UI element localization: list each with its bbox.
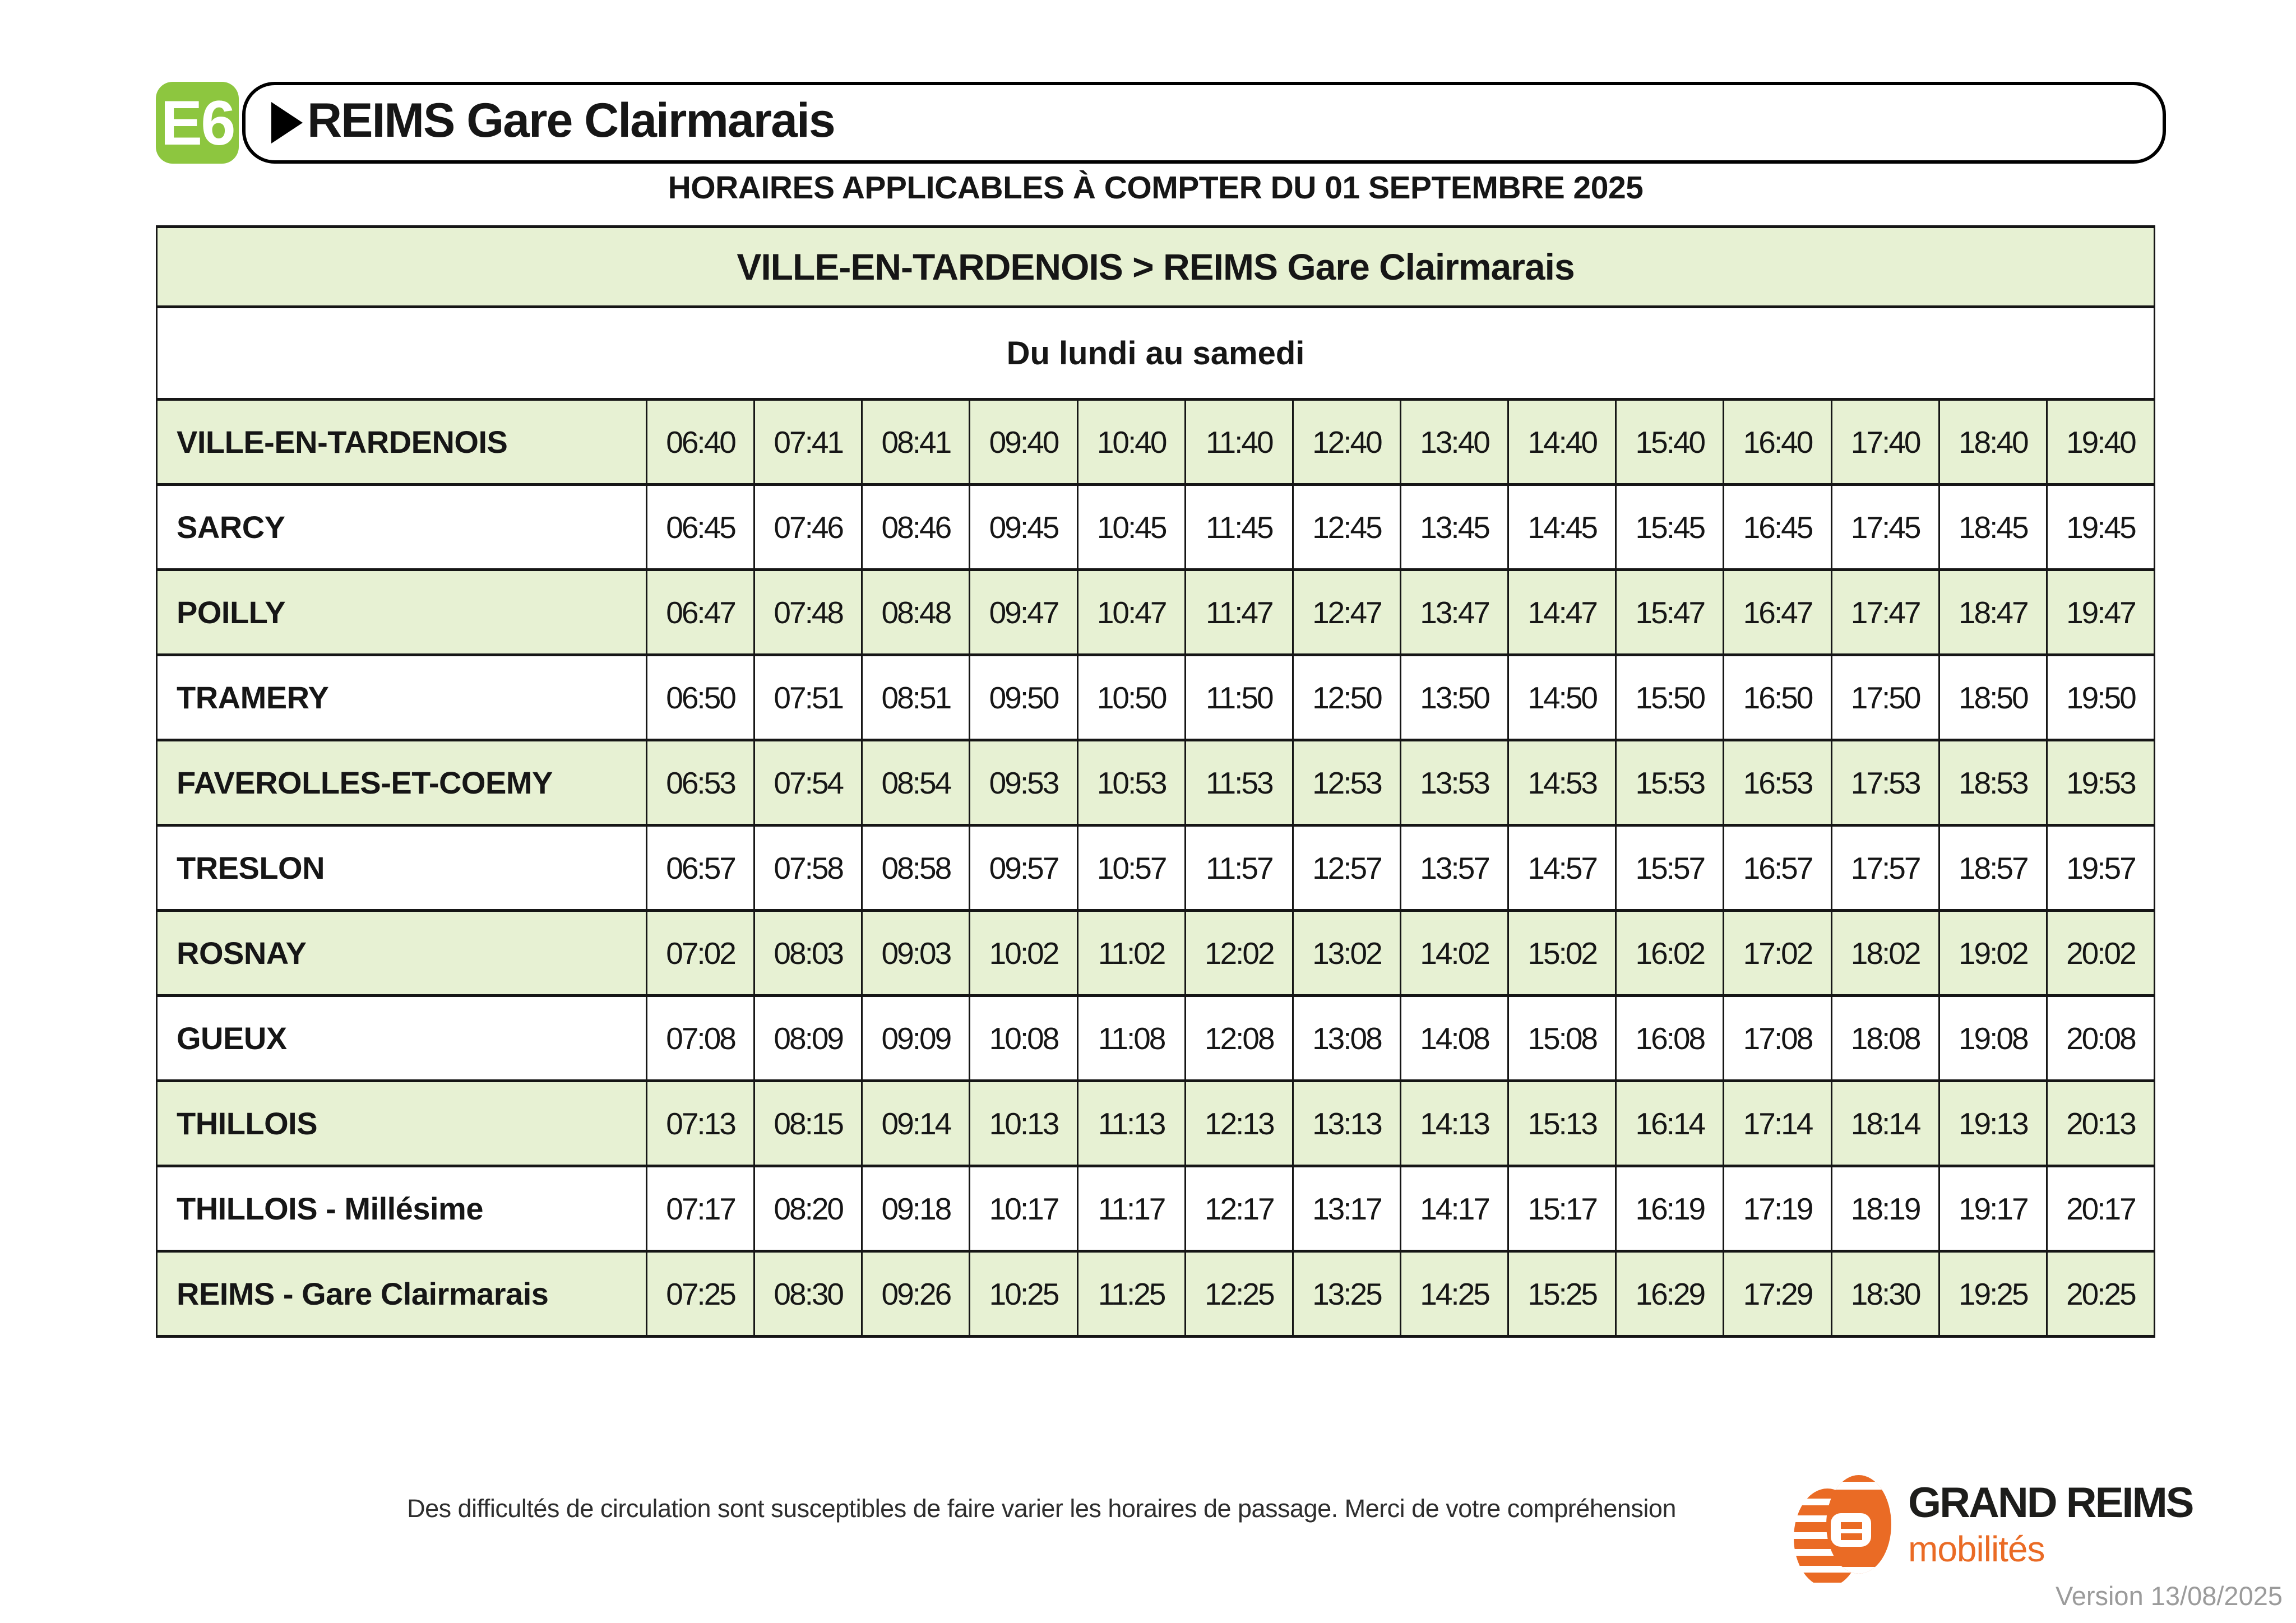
table-row — [157, 1081, 2155, 1166]
time-cell: 07:51 — [754, 655, 862, 740]
time-cell: 11:25 — [1077, 1251, 1185, 1337]
time-cell: 12:13 — [1185, 1081, 1293, 1166]
time-cell: 16:29 — [1616, 1251, 1724, 1337]
time-cell: 16:45 — [1724, 485, 1831, 570]
time-cell: 11:50 — [1185, 655, 1293, 740]
time-cell: 13:13 — [1293, 1081, 1400, 1166]
time-cell: 10:57 — [1077, 826, 1185, 911]
time-cell: 11:08 — [1077, 996, 1185, 1081]
time-cell: 10:08 — [970, 996, 1077, 1081]
stop-name: ROSNAY — [157, 911, 647, 996]
time-cell: 20:13 — [2047, 1081, 2154, 1166]
time-cell: 10:17 — [970, 1166, 1077, 1251]
play-arrow-icon — [271, 102, 303, 143]
time-cell: 06:50 — [647, 655, 754, 740]
time-cell: 19:45 — [2047, 485, 2154, 570]
time-cell: 19:13 — [1939, 1081, 2047, 1166]
route-title-pill — [242, 82, 2166, 164]
time-cell: 10:50 — [1077, 655, 1185, 740]
time-cell: 13:08 — [1293, 996, 1400, 1081]
time-cell: 13:45 — [1400, 485, 1508, 570]
time-cell: 06:45 — [647, 485, 754, 570]
time-cell: 12:25 — [1185, 1251, 1293, 1337]
time-cell: 18:45 — [1939, 485, 2047, 570]
time-cell: 18:57 — [1939, 826, 2047, 911]
grand-reims-logo-icon — [1793, 1472, 1894, 1590]
time-cell: 17:02 — [1724, 911, 1831, 996]
time-cell: 10:25 — [970, 1251, 1077, 1337]
time-cell: 15:50 — [1616, 655, 1724, 740]
time-cell: 14:25 — [1400, 1251, 1508, 1337]
time-cell: 09:26 — [862, 1251, 970, 1337]
time-cell: 08:54 — [862, 740, 970, 826]
time-cell: 11:02 — [1077, 911, 1185, 996]
time-cell: 12:45 — [1293, 485, 1400, 570]
time-cell: 15:57 — [1616, 826, 1724, 911]
time-cell: 10:53 — [1077, 740, 1185, 826]
time-cell: 17:08 — [1724, 996, 1831, 1081]
time-cell: 16:19 — [1616, 1166, 1724, 1251]
time-cell: 18:19 — [1831, 1166, 1939, 1251]
stop-name: SARCY — [157, 485, 647, 570]
line-badge: E6 — [156, 82, 239, 164]
time-cell: 08:15 — [754, 1081, 862, 1166]
time-cell: 13:53 — [1400, 740, 1508, 826]
time-cell: 11:40 — [1185, 400, 1293, 485]
stop-name: TRESLON — [157, 826, 647, 911]
time-cell: 07:54 — [754, 740, 862, 826]
table-row — [157, 1166, 2155, 1251]
time-cell: 09:03 — [862, 911, 970, 996]
time-cell: 17:47 — [1831, 570, 1939, 655]
time-cell: 11:53 — [1185, 740, 1293, 826]
table-row — [157, 1251, 2155, 1337]
time-cell: 07:46 — [754, 485, 862, 570]
time-cell: 14:02 — [1400, 911, 1508, 996]
time-cell: 17:50 — [1831, 655, 1939, 740]
direction-header: VILLE-EN-TARDENOIS > REIMS Gare Clairmarais — [157, 227, 2155, 307]
stop-name: GUEUX — [157, 996, 647, 1081]
time-cell: 20:25 — [2047, 1251, 2154, 1337]
stop-name: THILLOIS - Millésime — [157, 1166, 647, 1251]
time-cell: 08:51 — [862, 655, 970, 740]
time-cell: 09:53 — [970, 740, 1077, 826]
time-cell: 14:47 — [1508, 570, 1616, 655]
time-cell: 15:17 — [1508, 1166, 1616, 1251]
time-cell: 10:45 — [1077, 485, 1185, 570]
time-cell: 07:08 — [647, 996, 754, 1081]
time-cell: 06:40 — [647, 400, 754, 485]
time-cell: 11:57 — [1185, 826, 1293, 911]
timetable — [156, 225, 2155, 1338]
time-cell: 16:14 — [1616, 1081, 1724, 1166]
time-cell: 07:13 — [647, 1081, 754, 1166]
time-cell: 19:57 — [2047, 826, 2154, 911]
time-cell: 20:08 — [2047, 996, 2154, 1081]
time-cell: 08:09 — [754, 996, 862, 1081]
time-cell: 12:40 — [1293, 400, 1400, 485]
time-cell: 07:58 — [754, 826, 862, 911]
time-cell: 17:45 — [1831, 485, 1939, 570]
time-cell: 14:08 — [1400, 996, 1508, 1081]
time-cell: 09:18 — [862, 1166, 970, 1251]
time-cell: 16:57 — [1724, 826, 1831, 911]
time-cell: 07:25 — [647, 1251, 754, 1337]
days-header: Du lundi au samedi — [157, 307, 2155, 400]
time-cell: 18:40 — [1939, 400, 2047, 485]
time-cell: 10:02 — [970, 911, 1077, 996]
time-cell: 07:17 — [647, 1166, 754, 1251]
table-row — [157, 655, 2155, 740]
time-cell: 19:47 — [2047, 570, 2154, 655]
time-cell: 08:58 — [862, 826, 970, 911]
time-cell: 06:47 — [647, 570, 754, 655]
time-cell: 19:53 — [2047, 740, 2154, 826]
time-cell: 10:47 — [1077, 570, 1185, 655]
time-cell: 18:08 — [1831, 996, 1939, 1081]
time-cell: 16:47 — [1724, 570, 1831, 655]
time-cell: 08:03 — [754, 911, 862, 996]
time-cell: 08:41 — [862, 400, 970, 485]
route-title: REIMS Gare Clairmarais — [307, 93, 835, 147]
time-cell: 12:50 — [1293, 655, 1400, 740]
time-cell: 15:13 — [1508, 1081, 1616, 1166]
stop-name: POILLY — [157, 570, 647, 655]
time-cell: 13:25 — [1293, 1251, 1400, 1337]
time-cell: 11:47 — [1185, 570, 1293, 655]
table-row — [157, 996, 2155, 1081]
logo-brand-name: GRAND REIMS — [1908, 1479, 2193, 1527]
time-cell: 13:50 — [1400, 655, 1508, 740]
time-cell: 16:08 — [1616, 996, 1724, 1081]
time-cell: 08:20 — [754, 1166, 862, 1251]
stop-name: REIMS - Gare Clairmarais — [157, 1251, 647, 1337]
time-cell: 14:50 — [1508, 655, 1616, 740]
time-cell: 09:50 — [970, 655, 1077, 740]
time-cell: 09:57 — [970, 826, 1077, 911]
time-cell: 20:17 — [2047, 1166, 2154, 1251]
time-cell: 12:47 — [1293, 570, 1400, 655]
stop-name: VILLE-EN-TARDENOIS — [157, 400, 647, 485]
time-cell: 17:53 — [1831, 740, 1939, 826]
time-cell: 15:53 — [1616, 740, 1724, 826]
time-cell: 18:50 — [1939, 655, 2047, 740]
time-cell: 10:13 — [970, 1081, 1077, 1166]
time-cell: 18:53 — [1939, 740, 2047, 826]
schedule-validity-note: HORAIRES APPLICABLES À COMPTER DU 01 SEPTEMBRE 2025 — [668, 170, 1644, 206]
time-cell: 15:47 — [1616, 570, 1724, 655]
time-cell: 11:13 — [1077, 1081, 1185, 1166]
timetable-body — [157, 400, 2155, 1337]
time-cell: 09:45 — [970, 485, 1077, 570]
time-cell: 09:40 — [970, 400, 1077, 485]
time-cell: 19:50 — [2047, 655, 2154, 740]
time-cell: 15:45 — [1616, 485, 1724, 570]
time-cell: 12:02 — [1185, 911, 1293, 996]
time-cell: 13:17 — [1293, 1166, 1400, 1251]
logo-brand-subtitle: mobilités — [1908, 1529, 2045, 1569]
grand-reims-logo — [1793, 1472, 2192, 1590]
stop-name: TRAMERY — [157, 655, 647, 740]
time-cell: 09:14 — [862, 1081, 970, 1166]
time-cell: 12:08 — [1185, 996, 1293, 1081]
time-cell: 08:30 — [754, 1251, 862, 1337]
time-cell: 15:08 — [1508, 996, 1616, 1081]
time-cell: 11:45 — [1185, 485, 1293, 570]
table-row — [157, 400, 2155, 485]
time-cell: 14:53 — [1508, 740, 1616, 826]
table-row — [157, 740, 2155, 826]
time-cell: 14:17 — [1400, 1166, 1508, 1251]
time-cell: 16:40 — [1724, 400, 1831, 485]
time-cell: 07:02 — [647, 911, 754, 996]
time-cell: 07:48 — [754, 570, 862, 655]
time-cell: 19:40 — [2047, 400, 2154, 485]
time-cell: 18:14 — [1831, 1081, 1939, 1166]
time-cell: 14:45 — [1508, 485, 1616, 570]
time-cell: 19:02 — [1939, 911, 2047, 996]
time-cell: 17:14 — [1724, 1081, 1831, 1166]
time-cell: 18:47 — [1939, 570, 2047, 655]
time-cell: 13:57 — [1400, 826, 1508, 911]
time-cell: 15:02 — [1508, 911, 1616, 996]
time-cell: 13:02 — [1293, 911, 1400, 996]
time-cell: 17:57 — [1831, 826, 1939, 911]
table-row — [157, 570, 2155, 655]
time-cell: 15:25 — [1508, 1251, 1616, 1337]
time-cell: 06:57 — [647, 826, 754, 911]
disclaimer-text: Des difficultés de circulation sont susceptibles de faire varier les horaires de passage. Merci de votre compréhension — [407, 1494, 1676, 1523]
logo-text-block — [1908, 1472, 2192, 1567]
time-cell: 11:17 — [1077, 1166, 1185, 1251]
time-cell: 09:09 — [862, 996, 970, 1081]
time-cell: 12:57 — [1293, 826, 1400, 911]
time-cell: 06:53 — [647, 740, 754, 826]
time-cell: 18:30 — [1831, 1251, 1939, 1337]
time-cell: 19:25 — [1939, 1251, 2047, 1337]
time-cell: 16:53 — [1724, 740, 1831, 826]
time-cell: 16:02 — [1616, 911, 1724, 996]
stop-name: FAVEROLLES-ET-COEMY — [157, 740, 647, 826]
time-cell: 12:17 — [1185, 1166, 1293, 1251]
time-cell: 13:47 — [1400, 570, 1508, 655]
time-cell: 20:02 — [2047, 911, 2154, 996]
time-cell: 12:53 — [1293, 740, 1400, 826]
time-cell: 07:41 — [754, 400, 862, 485]
version-label: Version 13/08/2025 — [2055, 1581, 2283, 1611]
time-cell: 14:40 — [1508, 400, 1616, 485]
table-row — [157, 826, 2155, 911]
time-cell: 17:40 — [1831, 400, 1939, 485]
table-row — [157, 911, 2155, 996]
time-cell: 08:48 — [862, 570, 970, 655]
table-row — [157, 485, 2155, 570]
time-cell: 16:50 — [1724, 655, 1831, 740]
time-cell: 19:08 — [1939, 996, 2047, 1081]
time-cell: 19:17 — [1939, 1166, 2047, 1251]
time-cell: 17:19 — [1724, 1166, 1831, 1251]
time-cell: 09:47 — [970, 570, 1077, 655]
time-cell: 17:29 — [1724, 1251, 1831, 1337]
time-cell: 10:40 — [1077, 400, 1185, 485]
time-cell: 14:13 — [1400, 1081, 1508, 1166]
time-cell: 13:40 — [1400, 400, 1508, 485]
time-cell: 14:57 — [1508, 826, 1616, 911]
time-cell: 08:46 — [862, 485, 970, 570]
stop-name: THILLOIS — [157, 1081, 647, 1166]
time-cell: 18:02 — [1831, 911, 1939, 996]
time-cell: 15:40 — [1616, 400, 1724, 485]
